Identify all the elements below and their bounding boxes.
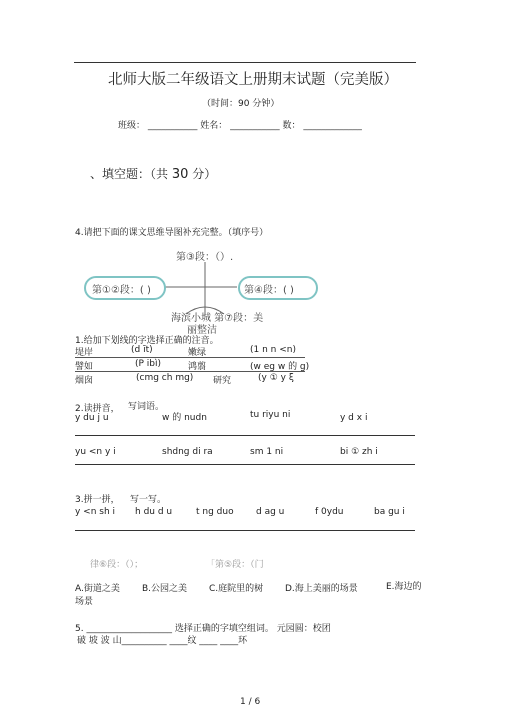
mind-map-left-label: 第①②段：( ) [92,285,151,296]
q3-pinyin: d ag u [256,507,285,517]
mind-map-bottom-line2: 丽整洁 [187,325,217,336]
option-d: D.海上美丽的场景 [285,584,358,594]
option-c: C.庭院里的树 [209,584,264,594]
q1-row: 堤岸 [75,348,94,358]
q2-pinyin: y d x i [340,413,368,423]
class-label: 班级： [118,121,146,131]
name-blank[interactable]: ___________ [230,121,280,131]
q3-pinyin: f 0ydu [315,507,344,517]
mind-map-bottom-line1: 海滨小城 第⑦段：美 [171,313,264,324]
page-number: 1 / 6 [240,697,261,707]
q5-number: 5. [75,624,84,634]
mind-map-sixth-node: 律⑥段：（）； [90,560,144,570]
top-rule [74,62,416,63]
q2-prompt: 2.读拼音， [75,404,120,414]
q1-rule [75,371,305,372]
mind-map-top-node: 第③段：（）. [176,252,234,263]
q1-row: (y ① y ξ [258,373,294,383]
option-b: B.公园之美 [142,584,188,594]
option-a: A.街道之美 [75,584,120,594]
q5-blank[interactable]: ___________________ [86,624,172,634]
section-heading-prefix: 、填空题：（共 [90,167,172,181]
q3-prompt-b: 写一写。 [130,495,167,505]
q3-prompt: 3.拼一拼， [75,495,120,505]
q1-prompt: 1.给加下划线的字选择正确的注音。 [75,336,219,346]
q3-pinyin: h du d u [135,507,173,517]
info-line [118,118,362,131]
q5-line2: 破 坡 波 山__________ ____纹 ____ ____环 [77,636,248,646]
q3-pinyin: y <n sh i [75,507,116,517]
q3-pinyin: t ng duo [196,507,234,517]
q1-row: (1 n n <n) [250,345,296,355]
q3-pinyin: ba gu i [374,507,405,517]
q2-answer-line[interactable] [75,464,415,465]
page-title: 北师大版二年级语文上册期末试题（完美版） [108,72,398,88]
q2-pinyin: bi ① zh i [340,447,378,457]
q2-pinyin: sm 1 ni [250,447,284,457]
option-e: E.海边的 [386,582,422,592]
q2-prompt-b: 写词语。 [128,402,165,412]
q4-prompt: 4.请把下面的课文思维导图补充完整。（填序号） [75,228,269,238]
section-points: 30 [171,167,189,182]
mind-map-fifth-node: 「第⑤段：（门 [206,560,264,570]
name-label: 姓名： [200,121,228,131]
class-blank[interactable]: ___________ [147,121,198,131]
score-label: 数： [282,121,301,131]
q3-answer-line[interactable] [75,530,415,531]
q1-row: (w eg w 的 g) [250,362,310,372]
q1-row: 鸿翦 [188,362,207,372]
option-e-cont: 场景 [75,597,94,607]
q1-row: 譬如 [75,362,94,372]
q2-pinyin: shdng di ra [162,447,213,457]
q2-pinyin: tu riyu ni [250,410,291,420]
section-heading [90,165,216,182]
q1-row: (d īt) [131,345,153,355]
q2-pinyin: yu <n y i [75,447,116,457]
q5-instruction: 选择正确的字填空组词。 元园圆：校团 [171,624,331,634]
q1-row: (cmg ch mg) [136,373,194,383]
exam-time: （时间：90 分钟） [202,99,280,109]
q1-row: 烟囱 [75,376,94,386]
section-heading-suffix: 分） [188,167,217,181]
mind-map-right-label: 第④段：( ) [244,285,294,296]
q2-pinyin: w 的 nudn [162,413,207,423]
q1-row: 嫩绿 [188,348,207,358]
score-blank[interactable]: _____________ [303,121,362,131]
q1-rule [75,357,305,358]
q1-row: (P ibì) [135,359,162,369]
q1-row: 研究 [213,376,232,386]
q2-pinyin: y du j u [75,413,109,423]
q2-answer-line[interactable] [75,435,415,436]
